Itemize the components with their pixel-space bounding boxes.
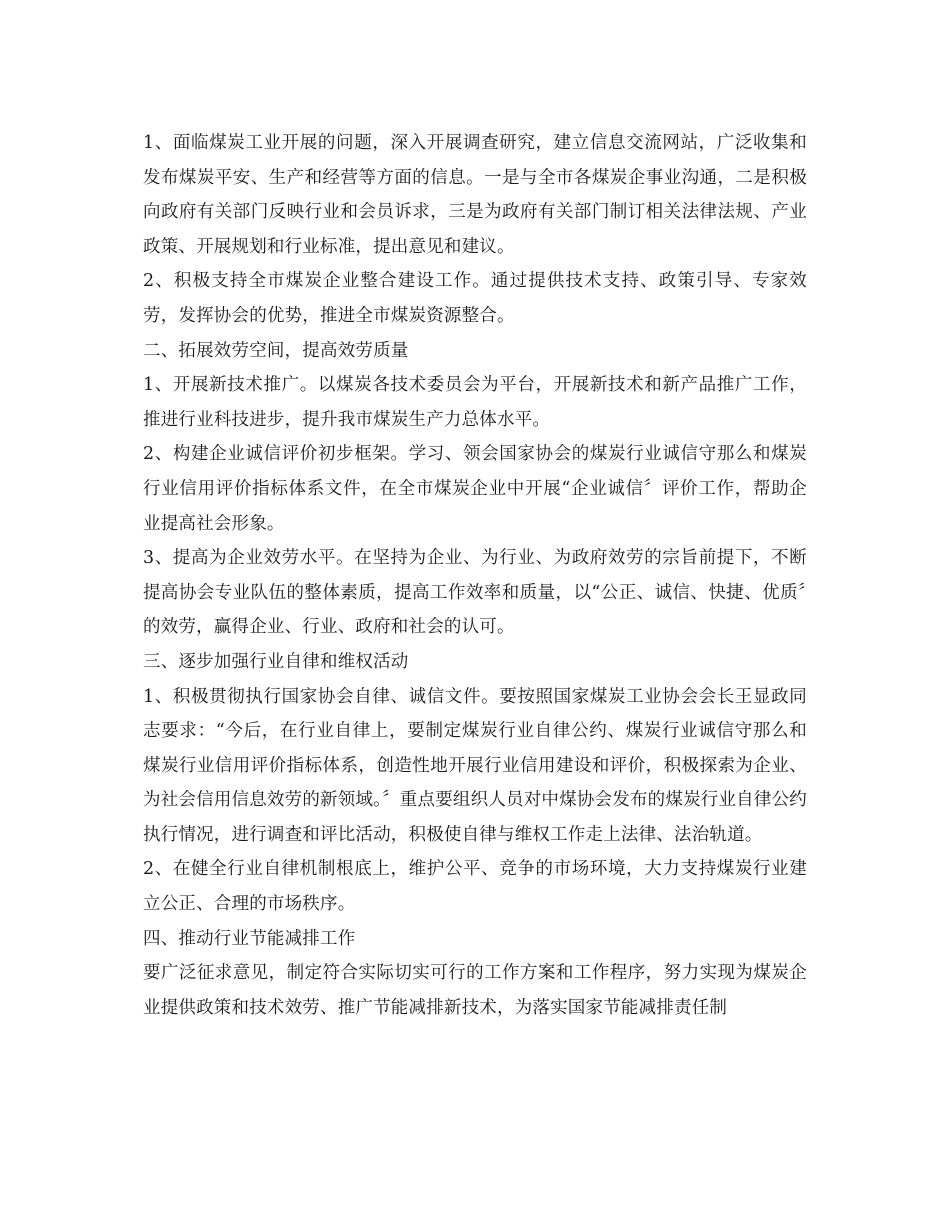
section-heading-4: 四、推动行业节能减排工作	[143, 928, 356, 949]
section-heading-3: 三、逐步加强行业自律和维权活动	[143, 651, 409, 672]
paragraph-8: 要广泛征求意见，制定符合实际切实可行的工作方案和工作程序，努力实现为煤炭企业提供政策和技术效劳、推广节能减排新技术，为落实国家节能减排责任制	[143, 963, 807, 1018]
paragraph-2: 2、积极支持全市煤炭企业整合建设工作。通过提供技术支持、政策引导、专家效劳，发挥协会的优势，推进全市煤炭资源整合。	[143, 271, 807, 326]
paragraph-1: 1、面临煤炭工业开展的问题，深入开展调查研究，建立信息交流网站，广泛收集和发布煤炭平安、生产和经营等方面的信息。一是与全市各煤炭企事业沟通，二是积极向政府有关部门反映行业和会员诉求，三是为政府有关部门制订相关法律法规、产业政策、开展规划和行业标准，提出意见和建议。	[143, 133, 807, 257]
paragraph-4: 2、构建企业诚信评价初步框架。学习、领会国家协会的煤炭行业诚信守那么和煤炭行业信用评价指标体系文件，在全市煤炭企业中开展“企业诚信〞评价工作，帮助企业提高社会形象。	[143, 444, 807, 534]
paragraph-3: 1、开展新技术推广。以煤炭各技术委员会为平台，开展新技术和新产品推广工作，推进行业科技进步，提升我市煤炭生产力总体水平。	[143, 375, 807, 430]
document-body	[143, 126, 807, 1025]
paragraph-6: 1、积极贯彻执行国家协会自律、诚信文件。要按照国家煤炭工业协会会长王显政同志要求：“今后，在行业自律上，要制定煤炭行业自律公约、煤炭行业诚信守那么和煤炭行业信用评价指标体系，创造性地开展行业信用建设和评价，积极探索为企业、为社会信用信息效劳的新领域。〞重点要组织人员对中煤协会发布的煤炭行业自律公约执行情况，进行调查和评比活动，积极使自律与维权工作走上法律、法治轨道。	[143, 686, 807, 845]
paragraph-7: 2、在健全行业自律机制根底上，维护公平、竞争的市场环境，大力支持煤炭行业建立公正、合理的市场秩序。	[143, 859, 807, 915]
section-heading-2: 二、拓展效劳空间，提高效劳质量	[143, 340, 409, 361]
paragraph-5: 3、提高为企业效劳水平。在坚持为企业、为行业、为政府效劳的宗旨前提下，不断提高协会专业队伍的整体素质，提高工作效率和质量，以“公正、诚信、快捷、优质〞的效劳，赢得企业、行业、政府和社会的认可。	[143, 548, 807, 638]
